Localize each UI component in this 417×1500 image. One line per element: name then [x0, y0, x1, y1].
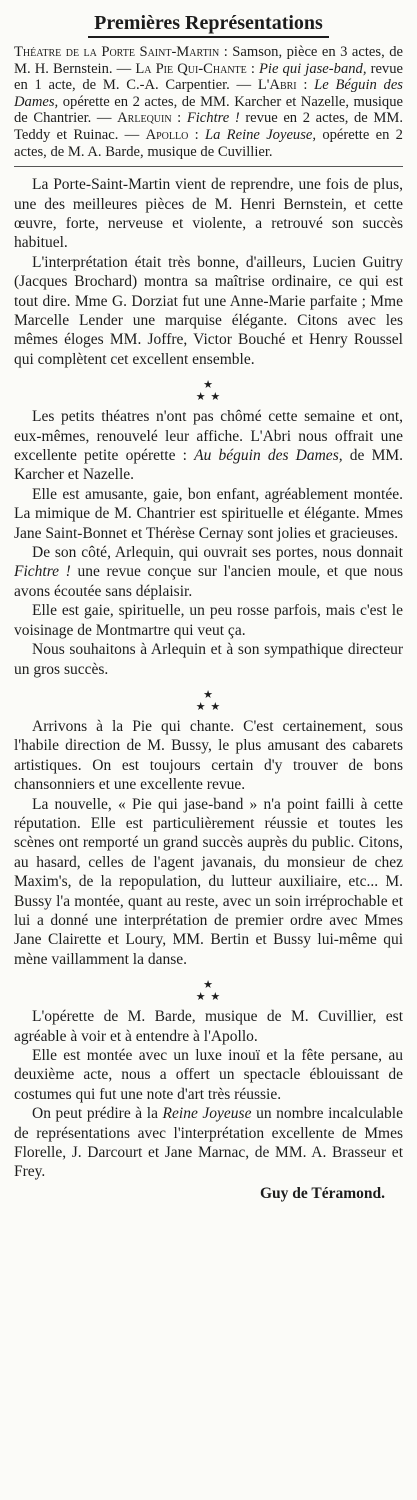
asterism-separator: ★ ★ ★ [195, 379, 222, 404]
paragraph: Elle est gaie, spirituelle, un peu rosse parfois, mais c'est le voisinage de Montmartre qui veut ça. [14, 602, 403, 639]
paragraph: De son côté, Arlequin, qui ouvrait ses portes, nous donnait Fichtre ! une revue conçue sur l'ancien moule, et que nous avons écoutée sans déplaisir. [14, 544, 403, 600]
paragraph: Nous souhaitons à Arlequin et à son sympathique directeur un gros succès. [14, 641, 403, 678]
listing-entry-text: revue en 1 acte, de M. C.-A. Carpentier. — [14, 60, 403, 94]
listing-entry-text: revue en 2 actes, de MM. Teddy et Ruinac. — [14, 110, 403, 143]
paragraph: On peut prédire à la Reine Joyeuse un nombre incalculable de représentations avec l'interprétation excellente de Mmes Florelle, J. Darcourt et Jane Marnac, de MM. A. Brasseur et Frey. [14, 1105, 403, 1181]
venue-arlequin: Arlequin : [117, 110, 182, 127]
paragraph: Arrivons à la Pie qui chante. C'est certainement, sous l'habile direction de M. Bussy, le plus amusant des cabarets artistiques. On est toujours certain d'y trouver de bons chansonniers et une excellente revue. [14, 717, 403, 794]
venue-abri: L'Abri : [257, 77, 308, 94]
paragraph: Les petits théatres n'ont pas chômé cette semaine et ont, eux-mêmes, renouvelé leur affiche. L'Abri nous offrait une excellente petite opérette : Au béguin des Dames, de MM. Karcher et Nazelle. [14, 408, 404, 484]
listing-entry-text: opérette en 2 actes, de M. A. Barde, musique de Cuvillier. [14, 126, 403, 160]
venue-pie-qui-chante: La Pie Qui-Chante : [135, 60, 255, 77]
asterism-separator: ★ ★ ★ [195, 979, 222, 1004]
paragraph: La nouvelle, « Pie qui jase-band » n'a point failli à cette réputation. Elle est particulièrement réussie et toutes les scènes ont remporté un grand succès auprès du public. Citons, au hasard, celles de l'agent javanais, du monsieur de chez Maxim's, de la repopulation, du lutteur auxiliaire, etc... M. Bussy l'a montée, quant au reste, avec un soin irréprochable et lui a donné une interprétation de premier ordre avec Mmes Jane Clairette et Loury, MM. Bertin et Bussy lui-même qui mène vaillamment la danse. [14, 795, 403, 968]
play-title: Fichtre ! [186, 110, 240, 127]
venue-apollo: Apollo : [145, 126, 199, 143]
listing-entry-text: opérette en 2 actes, de MM. Karcher et Nazelle, musique de Chantrier. — [14, 93, 403, 127]
play-title: Pie qui jase-band, [259, 60, 367, 77]
asterism-separator: ★ ★ ★ [195, 688, 222, 713]
play-title: Le Béguin des Dames, [14, 77, 403, 110]
paragraph: La Porte-Saint-Martin vient de reprendre, une fois de plus, une des meilleures pièces de M. Henri Bernstein, et cette œuvre, forte, nerveuse et violente, a retrouvé son succès habituel. [14, 176, 403, 252]
venue-porte-saint-martin: Théatre de la Porte Saint-Martin : [14, 44, 228, 60]
author-signature: Guy de Téramond. [259, 1184, 385, 1202]
performance-listing [14, 44, 403, 167]
article-title: Premières Représentations [88, 10, 329, 38]
paragraph: Elle est montée avec un luxe inouï et la fête persane, au deuxième acte, nous a offert un spectacle éblouissant de costumes qui fut une note d'art très réussie. [14, 1047, 403, 1103]
paragraph: L'interprétation était très bonne, d'ailleurs, Lucien Guitry (Jacques Brochard) montra sa maîtrise ordinaire, ce qui est tout dire. Mme G. Dorziat fut une Anne-Marie parfaite ; Mme Marcelle Lender une marquise élégante. Citons avec les mêmes éloges MM. Joffre, Victor Bouché et Henry Roussel qui complètent cet excellent ensemble. [14, 253, 403, 368]
paragraph: L'opérette de M. Barde, musique de M. Cuvillier, est agréable à voir et à entendre à l'Apollo. [14, 1008, 403, 1045]
paragraph: Elle est amusante, gaie, bon enfant, agréablement montée. La mimique de M. Chantrier est spirituelle et élégante. Mmes Jane Saint-Bonnet et Thérèse Cernay sont jolies et gracieuses. [14, 485, 403, 542]
play-title: La Reine Joyeuse, [204, 126, 317, 143]
listing-entry-text: Samson, pièce en 3 actes, de M. H. Bernstein. — [14, 44, 403, 77]
article-body [14, 175, 403, 1182]
